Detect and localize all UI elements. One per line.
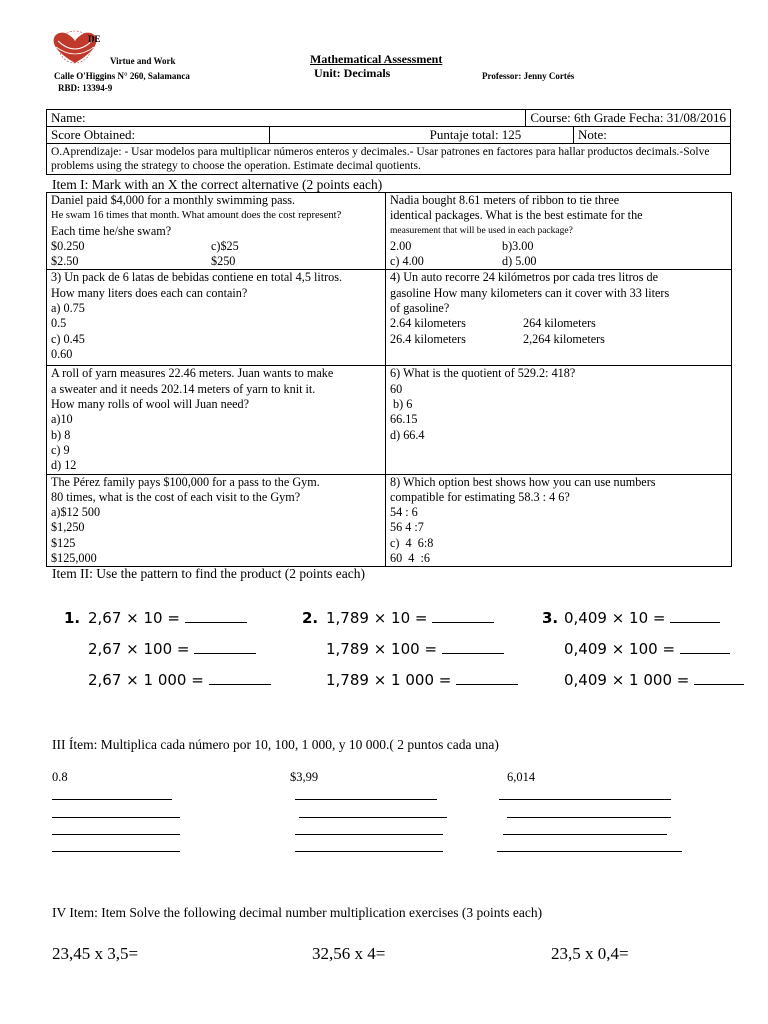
answer-blank[interactable]	[680, 641, 730, 654]
option-a[interactable]: 54 : 6	[390, 505, 418, 520]
exercise-number-1: 1.	[64, 609, 81, 627]
answer-line[interactable]	[52, 851, 180, 852]
number-to-multiply: 0.8	[52, 770, 68, 784]
option-a[interactable]: 60	[390, 381, 403, 396]
option-a[interactable]: a) 0.75	[51, 301, 85, 316]
pattern-row: 1,789 × 10 =	[326, 609, 494, 627]
learning-objectives: O.Aprendizaje: - Usar modelos para multiplicar números enteros y decimales.- Usar patrones en factores para hallar productos decimals.-Solve problems using the strategy to choose the operation. Estimate decimal quotients.	[47, 144, 731, 175]
answer-blank[interactable]	[670, 610, 720, 623]
multiplication-exercise: 32,56 x 4=	[312, 944, 386, 963]
option-d[interactable]: 60 4 :6	[390, 551, 430, 566]
answer-blank[interactable]	[209, 672, 271, 685]
option-c[interactable]: c) 4.00	[390, 254, 424, 269]
answer-line[interactable]	[52, 834, 180, 835]
option-b[interactable]: 264 kilometers	[523, 316, 596, 331]
option-c[interactable]: c)$25	[211, 238, 239, 253]
pattern-row: 0,409 × 100 =	[564, 640, 730, 658]
question-8: 8) Which option best shows how you can use numbers compatible for estimating 58.3 : 4 6? 54 : 6 56 4 :7 c) 4 6:8 60 4 :6	[386, 474, 732, 567]
option-a[interactable]: 2.00	[390, 238, 412, 253]
answer-blank[interactable]	[185, 610, 247, 623]
answer-blank[interactable]	[194, 641, 256, 654]
option-d[interactable]: 0.60	[51, 346, 73, 361]
question-4: 4) Un auto recorre 24 kilómetros por cada tres litros de gasoline How many kilometers can it cover with 33 liters of gasoline? 2.64 kilometers 264 kilometers 26.4 kilometers 2,264 kilometers	[386, 270, 732, 366]
score-field[interactable]: Score Obtained:	[47, 127, 270, 144]
item3-title: III Ítem: Multiplica cada número por 10, 100, 1 000, y 10 000.( 2 puntos cada una)	[52, 737, 499, 752]
pattern-row: 0,409 × 10 =	[564, 609, 720, 627]
pattern-row: 0,409 × 1 000 =	[564, 671, 744, 689]
answer-line[interactable]	[52, 799, 172, 800]
pattern-row: 2,67 × 10 =	[88, 609, 247, 627]
answer-line[interactable]	[295, 799, 437, 800]
option-c[interactable]: c) 0.45	[51, 331, 85, 346]
logo-text: DE	[88, 34, 101, 44]
option-d[interactable]: d) 5.00	[502, 254, 537, 269]
option-b[interactable]: b) 8	[51, 427, 71, 442]
question-3: 3) Un pack de 6 latas de bebidas contiene en total 4,5 litros. How many liters does each can contain? a) 0.75 0.5 c) 0.45 0.60	[47, 270, 386, 366]
option-b[interactable]: b)3.00	[502, 238, 534, 253]
school-logo	[44, 27, 106, 67]
unit-title: Unit: Decimals	[314, 66, 391, 80]
item2-title: Item II: Use the pattern to find the product (2 points each)	[52, 566, 366, 581]
option-b[interactable]: 56 4 :7	[390, 520, 424, 535]
option-c[interactable]: c) 4 6:8	[390, 535, 434, 550]
option-a[interactable]: a)$12 500	[51, 505, 101, 520]
option-a[interactable]: a)10	[51, 412, 73, 427]
option-a[interactable]: $0.250	[51, 238, 85, 253]
pattern-row: 1,789 × 100 =	[326, 640, 504, 658]
answer-line[interactable]	[507, 817, 671, 818]
item4-title: IV Item: Item Solve the following decimal number multiplication exercises (3 points each)	[52, 905, 543, 920]
option-a[interactable]: 2.64 kilometers	[390, 316, 466, 331]
name-field[interactable]: Name:	[47, 110, 526, 127]
number-to-multiply: $3,99	[290, 770, 319, 784]
school-rbd: RBD: 13394-9	[58, 83, 113, 93]
answer-blank[interactable]	[694, 672, 744, 685]
option-d[interactable]: d) 66.4	[390, 427, 425, 442]
answer-line[interactable]	[503, 834, 667, 835]
question-6: 6) What is the quotient of 529.2: 418? 60 b) 6 66.15 d) 66.4	[386, 366, 732, 474]
school-address: Calle O'Higgins N° 260, Salamanca	[54, 71, 190, 81]
pattern-row: 2,67 × 100 =	[88, 640, 256, 658]
answer-line[interactable]	[299, 817, 447, 818]
course-date: Course: 6th Grade Fecha: 31/08/2016	[526, 110, 731, 127]
answer-line[interactable]	[295, 851, 443, 852]
number-to-multiply: 6,014	[507, 770, 536, 784]
option-c[interactable]: 26.4 kilometers	[390, 331, 466, 346]
professor-name: Professor: Jenny Cortés	[482, 71, 575, 81]
multiplication-exercise: 23,45 x 3,5=	[52, 944, 139, 963]
option-d[interactable]: $125,000	[51, 551, 97, 566]
option-c[interactable]: c) 9	[51, 442, 70, 457]
multiplication-exercise: 23,5 x 0,4=	[551, 944, 629, 963]
question-1: Daniel paid $4,000 for a monthly swimming pass. He swam 16 times that month. What amount does the cost represent? Each time he/she swam? $0.250 c)$25 $2.50 $250	[47, 193, 386, 270]
answer-blank[interactable]	[432, 610, 494, 623]
answer-line[interactable]	[497, 851, 682, 852]
question-5: A roll of yarn measures 22.46 meters. Juan wants to make a sweater and it needs 202.14 meters of yarn to knit it. How many rolls of wool will Juan need? a)10 b) 8 c) 9 d) 12	[47, 366, 386, 474]
item1-table	[46, 192, 732, 567]
item1-title: Item I: Mark with an X the correct alternative (2 points each)	[52, 177, 383, 192]
answer-blank[interactable]	[456, 672, 518, 685]
option-b[interactable]: $1,250	[51, 520, 85, 535]
page-title: Mathematical Assessment	[310, 52, 443, 66]
option-c[interactable]: $125	[51, 535, 76, 550]
student-info-table	[46, 109, 731, 175]
question-2: Nadia bought 8.61 meters of ribbon to tie three identical packages. What is the best estimate for the measurement that will be used in each package? 2.00 b)3.00 c) 4.00 d) 5.00	[386, 193, 732, 270]
option-b[interactable]: 0.5	[51, 316, 67, 331]
answer-line[interactable]	[295, 834, 443, 835]
total-points: Puntaje total: 125	[269, 127, 573, 144]
option-d[interactable]: 2,264 kilometers	[523, 331, 605, 346]
option-b[interactable]: b) 6	[390, 397, 413, 412]
pattern-row: 1,789 × 1 000 =	[326, 671, 518, 689]
option-c[interactable]: 66.15	[390, 412, 418, 427]
option-d[interactable]: $250	[211, 254, 236, 269]
option-b[interactable]: $2.50	[51, 254, 79, 269]
option-d[interactable]: d) 12	[51, 458, 77, 473]
answer-line[interactable]	[52, 817, 180, 818]
pattern-row: 2,67 × 1 000 =	[88, 671, 271, 689]
exercise-number-2: 2.	[302, 609, 319, 627]
answer-blank[interactable]	[442, 641, 504, 654]
note-field[interactable]: Note:	[574, 127, 731, 144]
school-name: Virtue and Work	[110, 56, 176, 66]
question-7: The Pérez family pays $100,000 for a pass to the Gym. 80 times, what is the cost of each visit to the Gym? a)$12 500 $1,250 $125 $125,000	[47, 474, 386, 567]
exercise-number-3: 3.	[542, 609, 559, 627]
answer-line[interactable]	[499, 799, 671, 800]
